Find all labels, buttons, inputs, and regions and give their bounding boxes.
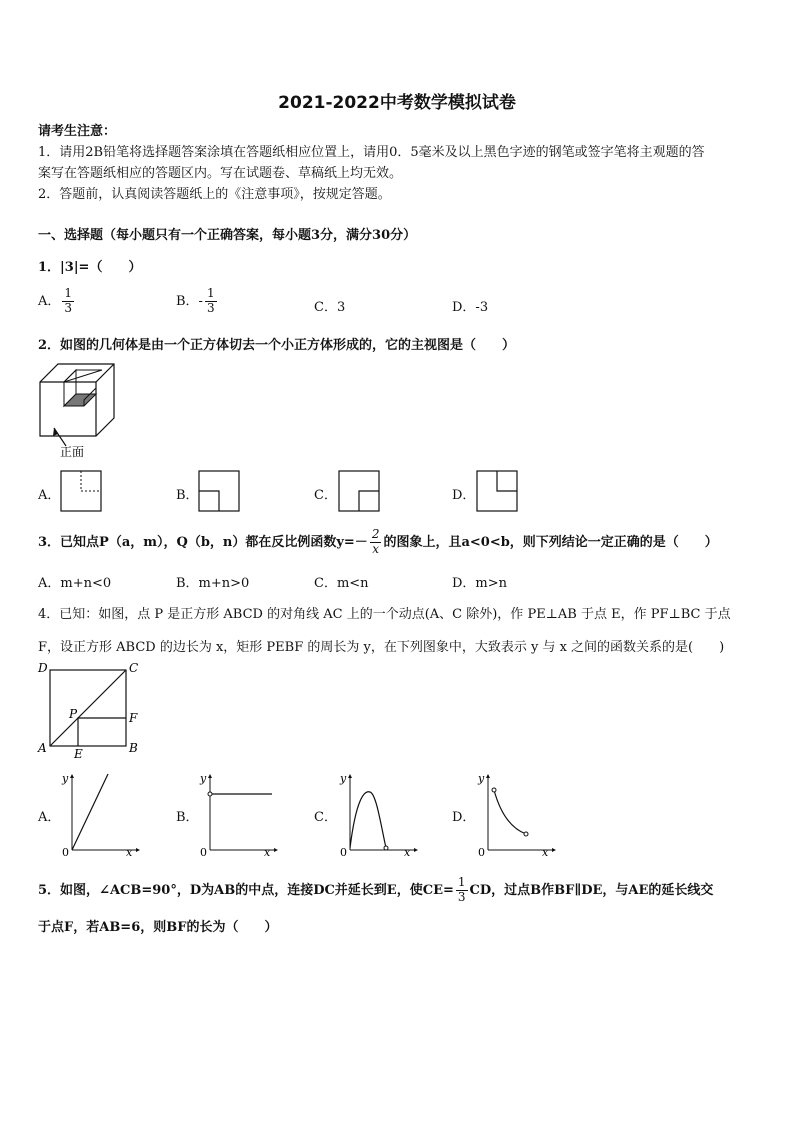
q5-line1-end: CD，过点B作BF∥DE，与AE的延长线交 [469, 882, 714, 898]
question-4-line-2: F，设正方形 ABCD 的边长为 x，矩形 PEBF 的周长为 y，在下列图象中，大致表示 y 与 x 之间的函数关系的是( ) [38, 640, 725, 655]
notice-item-1-line-2: 案写在答题纸相应的答题区内。写在试题卷、草稿纸上均无效。 [38, 166, 403, 181]
q4b-axis-x: x [264, 846, 271, 859]
q1-option-c: C．3 [314, 300, 346, 315]
q1-option-a-fraction [62, 287, 74, 316]
q4d-axis-x: x [542, 846, 549, 859]
question-2-stem: 2．如图的几何体是由一个正方体切去一个小正方体形成的，它的主视图是（ ） [38, 338, 516, 353]
q4c-axis-x: x [404, 846, 411, 859]
q4-square-figure [36, 660, 146, 760]
q2-option-c-figure [338, 470, 380, 512]
q4-option-a-graph [60, 770, 140, 858]
q1-option-b [176, 287, 219, 316]
q1-option-a-denominator: 3 [64, 300, 73, 315]
q3-stem-start: 3．已知点P（a，m），Q（b，n）都在反比例函数y=－ [38, 534, 368, 550]
q4b-axis-y: y [200, 772, 207, 785]
q4-label-b: B [129, 741, 138, 755]
q3-fraction [370, 528, 382, 557]
q2-option-d-figure [476, 470, 518, 512]
q1-option-b-fraction [205, 287, 217, 316]
q3-option-b: B．m+n>0 [176, 576, 250, 591]
q3-option-c: C．m<n [314, 576, 369, 591]
q3-option-a: A．m+n<0 [38, 576, 112, 591]
notice-heading: 请考生注意： [38, 124, 117, 139]
question-5-line-2: 于点F，若AB=6，则BF的长为（ ） [38, 920, 278, 935]
q4-label-d: D [38, 661, 48, 675]
q4-label-p: P [69, 707, 78, 721]
q4c-origin: 0 [340, 846, 347, 859]
question-1-stem: 1．|3|=（ ） [38, 260, 142, 275]
q2-option-d-label: D． [452, 488, 476, 503]
q1-option-a-numerator: 1 [64, 286, 73, 300]
q4a-axis-y: y [62, 772, 69, 785]
q4-label-f: F [129, 711, 138, 725]
q1-option-b-label: B．- [176, 293, 203, 309]
q1-option-b-denominator: 3 [206, 300, 215, 315]
question-3-stem [38, 528, 718, 557]
q2-option-b-label: B． [176, 488, 199, 503]
q2-option-b-figure [198, 470, 240, 512]
q4d-axis-y: y [478, 772, 485, 785]
notice-item-2: 2．答题前，认真阅读答题纸上的《注意事项》，按规定答题。 [38, 187, 391, 202]
q3-fraction-denominator: x [372, 541, 380, 556]
q5-fraction-numerator: 1 [457, 875, 466, 889]
q3-stem-end: 的图象上，且a<0<b，则下列结论一定正确的是（ ） [383, 534, 718, 550]
q4-label-c: C [129, 661, 139, 675]
q4c-axis-y: y [340, 772, 347, 785]
q3-option-d: D．m>n [452, 576, 508, 591]
q1-option-a [38, 287, 76, 316]
q4a-axis-x: x [126, 846, 133, 859]
q2-solid-figure [36, 360, 116, 460]
q1-option-d: D．-3 [452, 300, 489, 315]
q2-option-a-label: A． [38, 488, 61, 503]
q5-fraction [456, 876, 468, 905]
q5-line1-start: 5．如图，∠ACB=90°，D为AB的中点，连接DC并延长到E，使CE= [38, 882, 454, 898]
q4-option-b-graph [198, 770, 278, 858]
q5-fraction-denominator: 3 [457, 889, 466, 904]
q4-option-b-label: B． [176, 810, 199, 825]
page-title: 2021-2022中考数学模拟试卷 [278, 93, 516, 113]
q2-option-c-label: C． [314, 488, 337, 503]
question-4-line-1: 4．已知：如图，点 P 是正方形 ABCD 的对角线 AC 上的一个动点(A、C 除外)，作 PE⊥AB 于点 E，作 PF⊥BC 于点 [38, 607, 731, 622]
q2-option-a-figure [60, 470, 102, 512]
question-5-line-1 [38, 876, 713, 905]
q1-option-a-label: A． [38, 293, 61, 309]
q4-option-d-label: D． [452, 810, 476, 825]
q4-option-c-label: C． [314, 810, 337, 825]
section-heading-choice: 一、选择题（每小题只有一个正确答案，每小题3分，满分30分） [38, 228, 417, 243]
q4-option-c-graph [338, 770, 418, 858]
q4-option-d-graph [476, 770, 556, 858]
notice-item-1-line-1: 1．请用2B铅笔将选择题答案涂填在答题纸相应位置上，请用0．5毫米及以上黑色字迹的钢笔或签字笔将主观题的答 [38, 145, 705, 160]
q4d-origin: 0 [478, 846, 485, 859]
q3-fraction-numerator: 2 [371, 527, 380, 541]
q4b-origin: 0 [200, 846, 207, 859]
q2-front-label: 正面 [60, 445, 85, 459]
q4-label-a: A [38, 741, 47, 755]
q1-option-b-numerator: 1 [206, 286, 215, 300]
q4a-origin: 0 [62, 846, 69, 859]
q4-option-a-label: A． [38, 810, 61, 825]
q4-label-e: E [74, 747, 83, 761]
